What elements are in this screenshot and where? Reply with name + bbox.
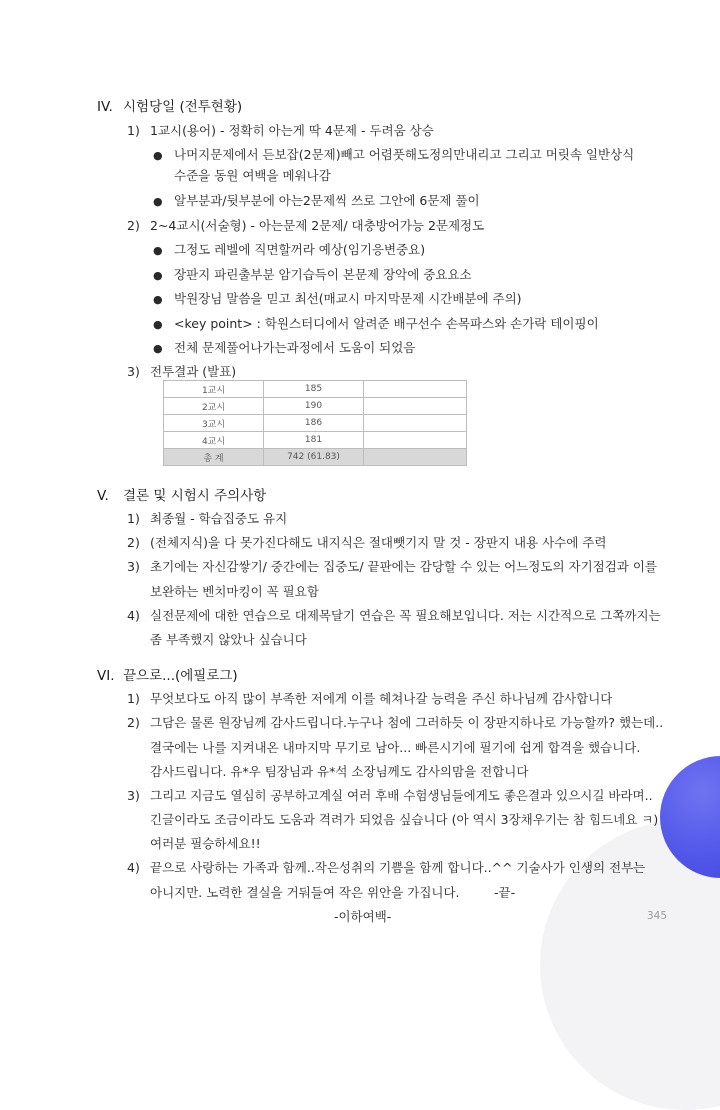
table-cell [364, 432, 467, 449]
section-v-item-3 [127, 557, 657, 575]
section-vi-item-2-continuation [150, 738, 640, 756]
bullet-text: <key point> : 학원스터디에서 알려준 배구선수 손목파스와 손가락 테이핑이 [174, 316, 599, 331]
table-cell: 3교시 [164, 415, 264, 432]
item-text: 여러분 필승하세요!! [150, 836, 261, 851]
section-vi-roman: VI. [97, 668, 115, 684]
table-row [164, 381, 467, 398]
item-text: 1교시(용어) - 정확히 아는게 딱 4문제 - 두려움 상승 [150, 123, 434, 138]
item-number: 2) [127, 715, 140, 730]
item-number: 4) [127, 608, 140, 623]
section-v-item-1 [127, 509, 287, 527]
score-table [163, 380, 467, 466]
table-row [164, 398, 467, 415]
section-vi-item-3-continuation [150, 834, 261, 852]
section-vi-item-1 [127, 689, 612, 707]
table-cell [364, 398, 467, 415]
page-number: 345 [647, 910, 668, 922]
item-number: 3) [127, 559, 140, 574]
bullet-item [153, 338, 415, 356]
bullet-item [153, 314, 599, 332]
section-vi-item-2-continuation [150, 762, 528, 780]
item-text: 그담은 물론 원장님께 감사드립니다.누구나 첨에 그러하듯 이 장판지하나로 가능할까? 했는데.. [150, 715, 664, 730]
section-vi-item-3-continuation [150, 810, 658, 828]
item-text: 초기에는 자신감쌓기/ 중간에는 집중도/ 끝판에는 감당할 수 있는 어느정도의 자기점검과 이를 [150, 559, 658, 574]
section-iv-item-2 [127, 216, 484, 234]
bullet-icon: ● [153, 342, 163, 355]
section-vi-title: 끝으로...(에필로그) [123, 668, 238, 684]
section-iv-item-3 [127, 362, 236, 380]
table-cell [364, 415, 467, 432]
bullet-text: 수준을 동원 여백을 메워나감 [174, 168, 331, 183]
bullet-item [153, 289, 522, 307]
table-cell: 185 [264, 381, 364, 398]
section-iv-item-1 [127, 121, 434, 139]
section-vi-item-4 [127, 858, 645, 876]
section-v-item-2 [127, 533, 606, 551]
bullet-icon: ● [153, 293, 163, 306]
section-vi-item-4-continuation [150, 883, 460, 901]
bullet-text: 장판지 파린출부분 암기습득이 본문제 장악에 중요요소 [174, 267, 472, 282]
bullet-icon: ● [153, 195, 163, 208]
section-iv-title: 시험당일 (전투현황) [123, 99, 243, 115]
bullet-icon: ● [153, 269, 163, 282]
item-number: 1) [127, 691, 140, 706]
section-v-item-3-continuation [150, 582, 319, 600]
item-text: 전투결과 (발표) [150, 364, 237, 379]
table-cell: 4교시 [164, 432, 264, 449]
section-v-item-4 [127, 606, 661, 624]
item-text: 결국에는 나를 지켜내온 내마지막 무기로 남아... 빠른시기에 필기에 쉽게 합격을 했습니다. [150, 740, 641, 755]
item-text: 아니지만. 노력한 결실을 거둬들여 작은 위안을 가집니다. [150, 885, 460, 900]
section-vi-item-3 [127, 786, 653, 804]
item-text: 보완하는 벤치마킹이 꼭 필요함 [150, 584, 319, 599]
table-cell: 총 계 [164, 449, 264, 466]
item-number: 3) [127, 364, 140, 379]
section-v-heading [97, 484, 266, 504]
item-text: 무엇보다도 아직 많이 부족한 저에게 이를 헤쳐나갈 능력을 주신 하나님께 감사합니다 [150, 691, 613, 706]
item-text: 2~4교시(서술형) - 아는문제 2문제/ 대충방어가능 2문제정도 [150, 218, 485, 233]
item-text: 좀 부족했지 않았나 싶습니다 [150, 632, 307, 647]
table-cell: 2교시 [164, 398, 264, 415]
bullet-icon: ● [153, 244, 163, 257]
bullet-text: 박원장님 말씀을 믿고 최선(매교시 마지막문제 시간배분에 주의) [174, 291, 522, 306]
table-row [164, 415, 467, 432]
item-number: 1) [127, 511, 140, 526]
table-row [164, 432, 467, 449]
bullet-icon: ● [153, 318, 163, 331]
table-cell [364, 381, 467, 398]
section-v-roman: V. [97, 488, 109, 504]
bullet-continuation [174, 166, 331, 184]
bullet-text: 나머지문제에서 든보잡(2문제)빼고 어렴풋해도정의만내리고 그리고 머릿속 일반상식 [174, 147, 635, 162]
bullet-icon: ● [153, 149, 163, 162]
table-cell [364, 449, 467, 466]
bullet-text: 전체 문제풀어나가는과정에서 도움이 되었음 [174, 340, 416, 355]
end-mark: -끝- [494, 885, 516, 900]
item-text: 끝으로 사랑하는 가족과 함께..작은성취의 기쁨을 함께 합니다..^^ 기술사가 인생의 전부는 [150, 860, 646, 875]
item-number: 3) [127, 788, 140, 803]
section-iv-roman: IV. [97, 99, 113, 115]
footer-end-note: -이하여백- [334, 909, 392, 924]
table-cell: 1교시 [164, 381, 264, 398]
item-text: (전체지식)을 다 못가진다해도 내지식은 절대뺏기지 말 것 - 장판지 내용 사수에 주력 [150, 535, 607, 550]
item-text: 그리고 지금도 열심히 공부하고계실 여러 후배 수험생님들에게도 좋은결과 있으시길 바라며.. [150, 788, 653, 803]
section-v-item-4-continuation [150, 630, 307, 648]
section-vi-heading [97, 664, 238, 684]
table-cell: 186 [264, 415, 364, 432]
bullet-text: 그정도 레벨에 직면할꺼라 예상(임기응변중요) [174, 242, 426, 257]
table-cell: 181 [264, 432, 364, 449]
bullet-item [153, 145, 634, 163]
item-number: 1) [127, 123, 140, 138]
bullet-item [153, 265, 472, 283]
section-v-title: 결론 및 시험시 주의사항 [123, 488, 267, 504]
section-vi-item-2 [127, 713, 663, 731]
bullet-item [153, 191, 480, 209]
table-total-row [164, 449, 467, 466]
item-text: 실전문제에 대한 연습으로 대제목달기 연습은 꼭 필요해보입니다. 저는 시간적으로 그쪽까지는 [150, 608, 661, 623]
bullet-item [153, 240, 425, 258]
bullet-text: 알부분과/뒷부분에 아는2문제씩 쓰로 그안에 6문제 풀이 [174, 193, 480, 208]
section-iv-heading [97, 95, 242, 115]
item-number: 2) [127, 218, 140, 233]
item-number: 4) [127, 860, 140, 875]
item-text: 감사드립니다. 유*우 팀장님과 유*석 소장님께도 감사의맘을 전합니다 [150, 764, 529, 779]
item-text: 긴글이라도 조금이라도 도움과 격려가 되었음 싶습니다 (아 역시 3장채우기는 참 힘드네요 ㅋ) [150, 812, 659, 827]
table-cell: 742 (61.83) [264, 449, 364, 466]
item-text: 최종월 - 학습집중도 유지 [150, 511, 288, 526]
table-cell: 190 [264, 398, 364, 415]
item-number: 2) [127, 535, 140, 550]
